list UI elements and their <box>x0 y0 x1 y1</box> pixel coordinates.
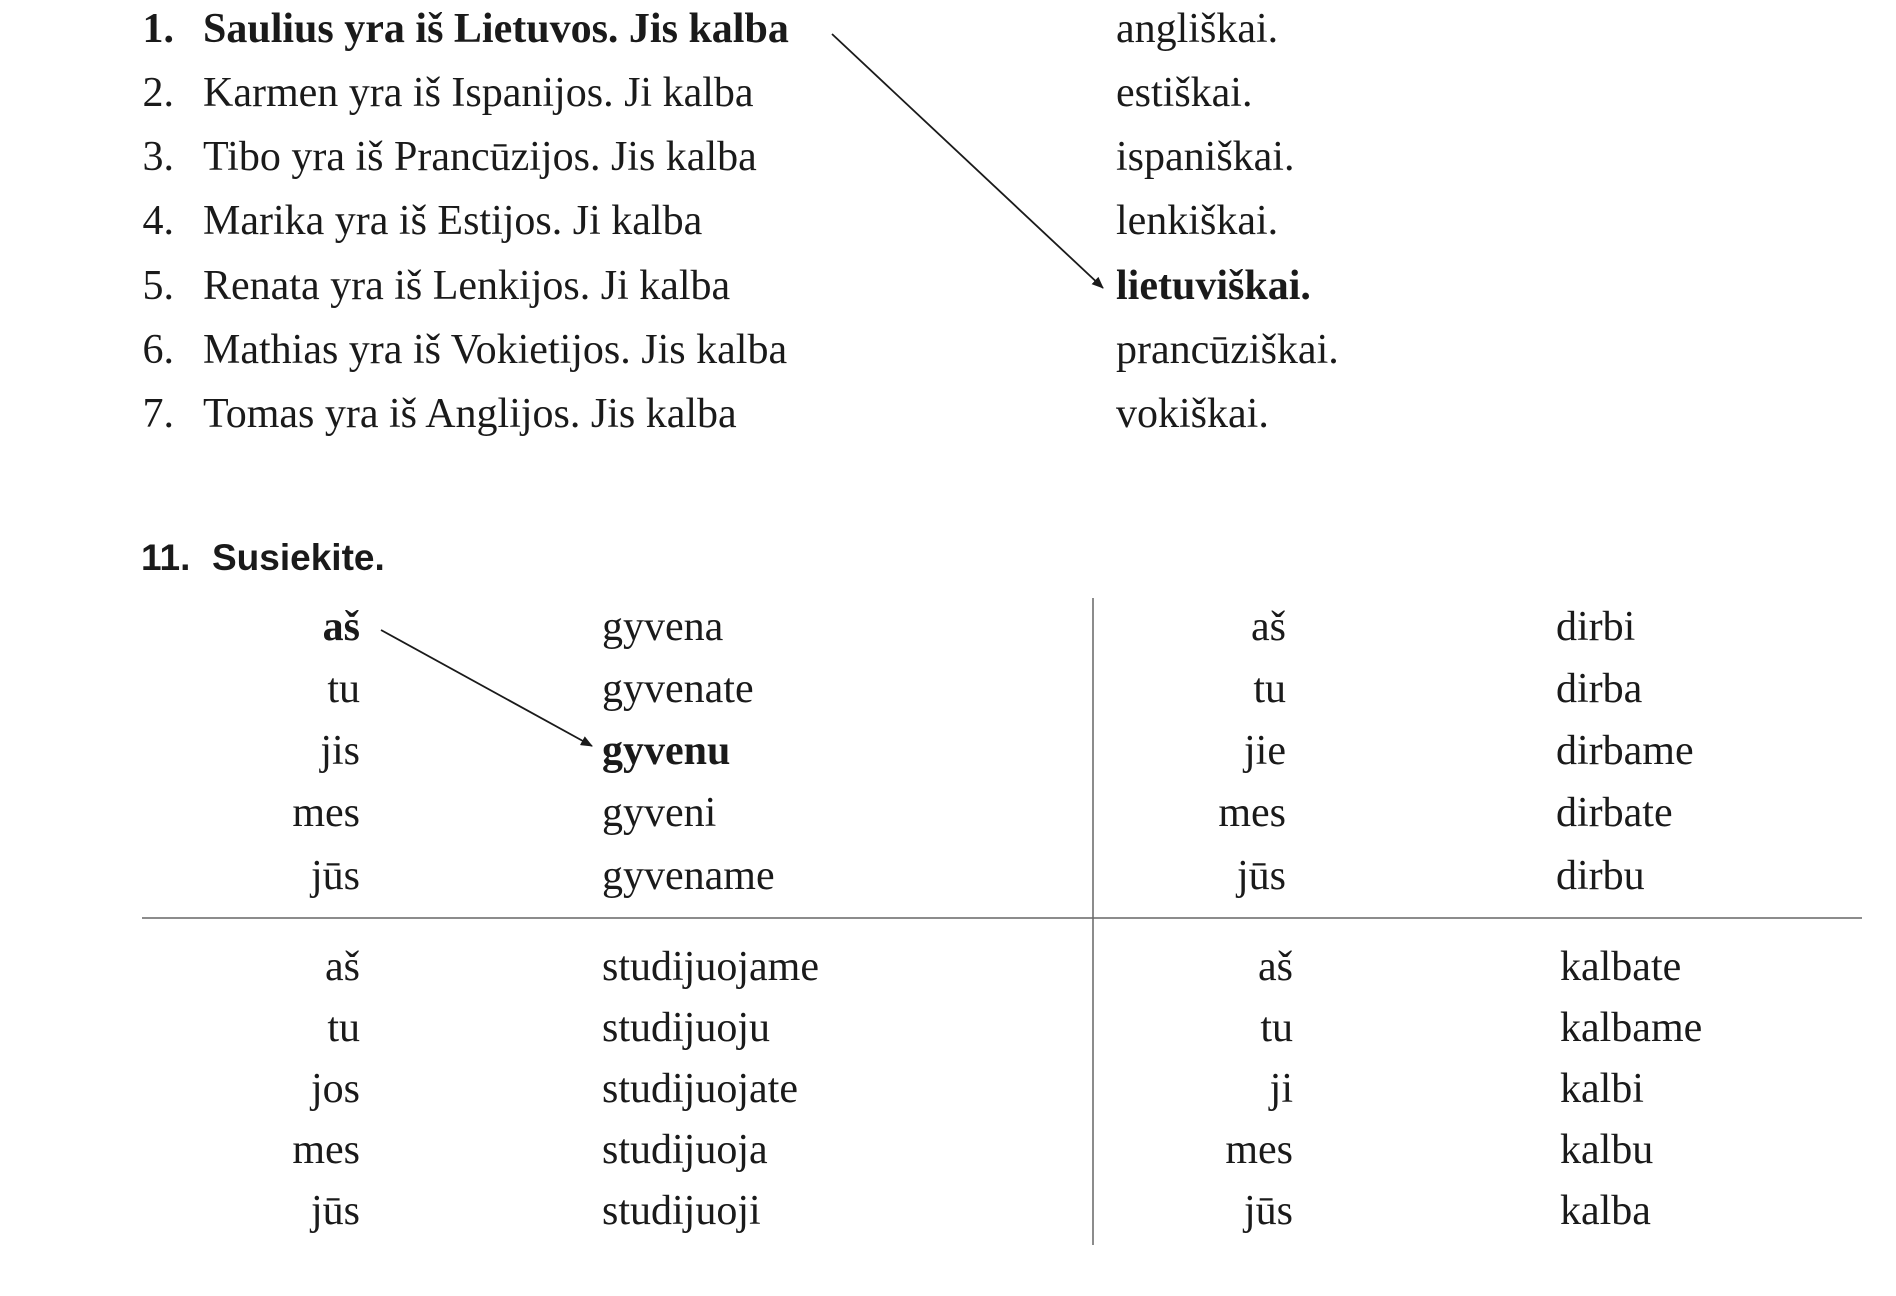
pronoun: ji <box>1269 1066 1293 1112</box>
pronoun: jūs <box>1236 853 1286 899</box>
sentence-number: 3. <box>142 134 174 180</box>
verb-form: dirbu <box>1556 853 1645 899</box>
sentence-number: 4. <box>142 198 174 244</box>
sentence-text: Mathias yra iš Vokietijos. Jis kalba <box>203 327 788 373</box>
verb-form: gyveni <box>602 790 717 836</box>
verb-form: gyvena <box>602 604 724 650</box>
verb-form: gyvenate <box>602 666 754 712</box>
sentence-number: 5. <box>142 263 174 309</box>
sentence-number: 2. <box>142 70 174 116</box>
sentence-example: Saulius yra iš Lietuvos. Jis kalba <box>203 6 789 52</box>
pronoun: mes <box>1225 1127 1293 1173</box>
language-option-answer: lietuviškai. <box>1116 263 1311 309</box>
sentence-number: 7. <box>142 391 174 437</box>
pronoun: tu <box>327 1005 360 1051</box>
verb-form: dirba <box>1556 666 1643 712</box>
verb-form: studijuoji <box>602 1188 761 1234</box>
pronoun: jos <box>310 1066 360 1112</box>
sentence-text: Tomas yra iš Anglijos. Jis kalba <box>203 391 737 437</box>
pronoun: mes <box>1218 790 1286 836</box>
verb-form: dirbi <box>1556 604 1636 650</box>
sentence-text: Renata yra iš Lenkijos. Ji kalba <box>203 263 731 309</box>
sentence-text: Marika yra iš Estijos. Ji kalba <box>203 198 703 244</box>
pronoun: jūs <box>310 853 360 899</box>
verb-form: studijuoja <box>602 1127 768 1173</box>
pronoun: jis <box>320 728 360 774</box>
pronoun: jūs <box>310 1188 360 1234</box>
pronoun: mes <box>292 790 360 836</box>
language-option: ispaniškai. <box>1116 134 1295 180</box>
exercise-number: 11. <box>141 537 191 578</box>
language-option: prancūziškai. <box>1116 327 1339 373</box>
verb-form: kalbu <box>1560 1127 1654 1173</box>
pronoun: tu <box>327 666 360 712</box>
verb-form: studijuoju <box>602 1005 771 1051</box>
sentence-number: 1. <box>142 6 174 52</box>
exercise-title: Susiekite. <box>212 537 385 578</box>
verb-form: dirbate <box>1556 790 1673 836</box>
pronoun: aš <box>1258 944 1293 990</box>
pronoun: aš <box>325 944 360 990</box>
language-option: vokiškai. <box>1116 391 1269 437</box>
verb-form: studijuojame <box>602 944 819 990</box>
pronoun: tu <box>1260 1005 1293 1051</box>
verb-form-answer: gyvenu <box>602 728 731 774</box>
verb-form: studijuojate <box>602 1066 798 1112</box>
example-arrow-2 <box>381 630 592 746</box>
example-arrow-1 <box>832 34 1103 288</box>
verb-form: kalbate <box>1560 944 1682 990</box>
language-option: lenkiškai. <box>1116 198 1279 244</box>
pronoun: jūs <box>1243 1188 1293 1234</box>
verb-form: gyvename <box>602 853 775 899</box>
verb-form: kalba <box>1560 1188 1651 1234</box>
sentence-text: Karmen yra iš Ispanijos. Ji kalba <box>203 70 754 116</box>
sentence-text: Tibo yra iš Prancūzijos. Jis kalba <box>203 134 757 180</box>
verb-form: kalbi <box>1560 1066 1644 1112</box>
pronoun: tu <box>1253 666 1286 712</box>
verb-form: kalbame <box>1560 1005 1703 1051</box>
pronoun: mes <box>292 1127 360 1173</box>
pronoun: aš <box>1251 604 1286 650</box>
language-option: estiškai. <box>1116 70 1253 116</box>
pronoun: jie <box>1244 728 1286 774</box>
language-option: angliškai. <box>1116 6 1279 52</box>
sentence-number: 6. <box>142 327 174 373</box>
pronoun-example: aš <box>322 604 360 650</box>
verb-form: dirbame <box>1556 728 1694 774</box>
